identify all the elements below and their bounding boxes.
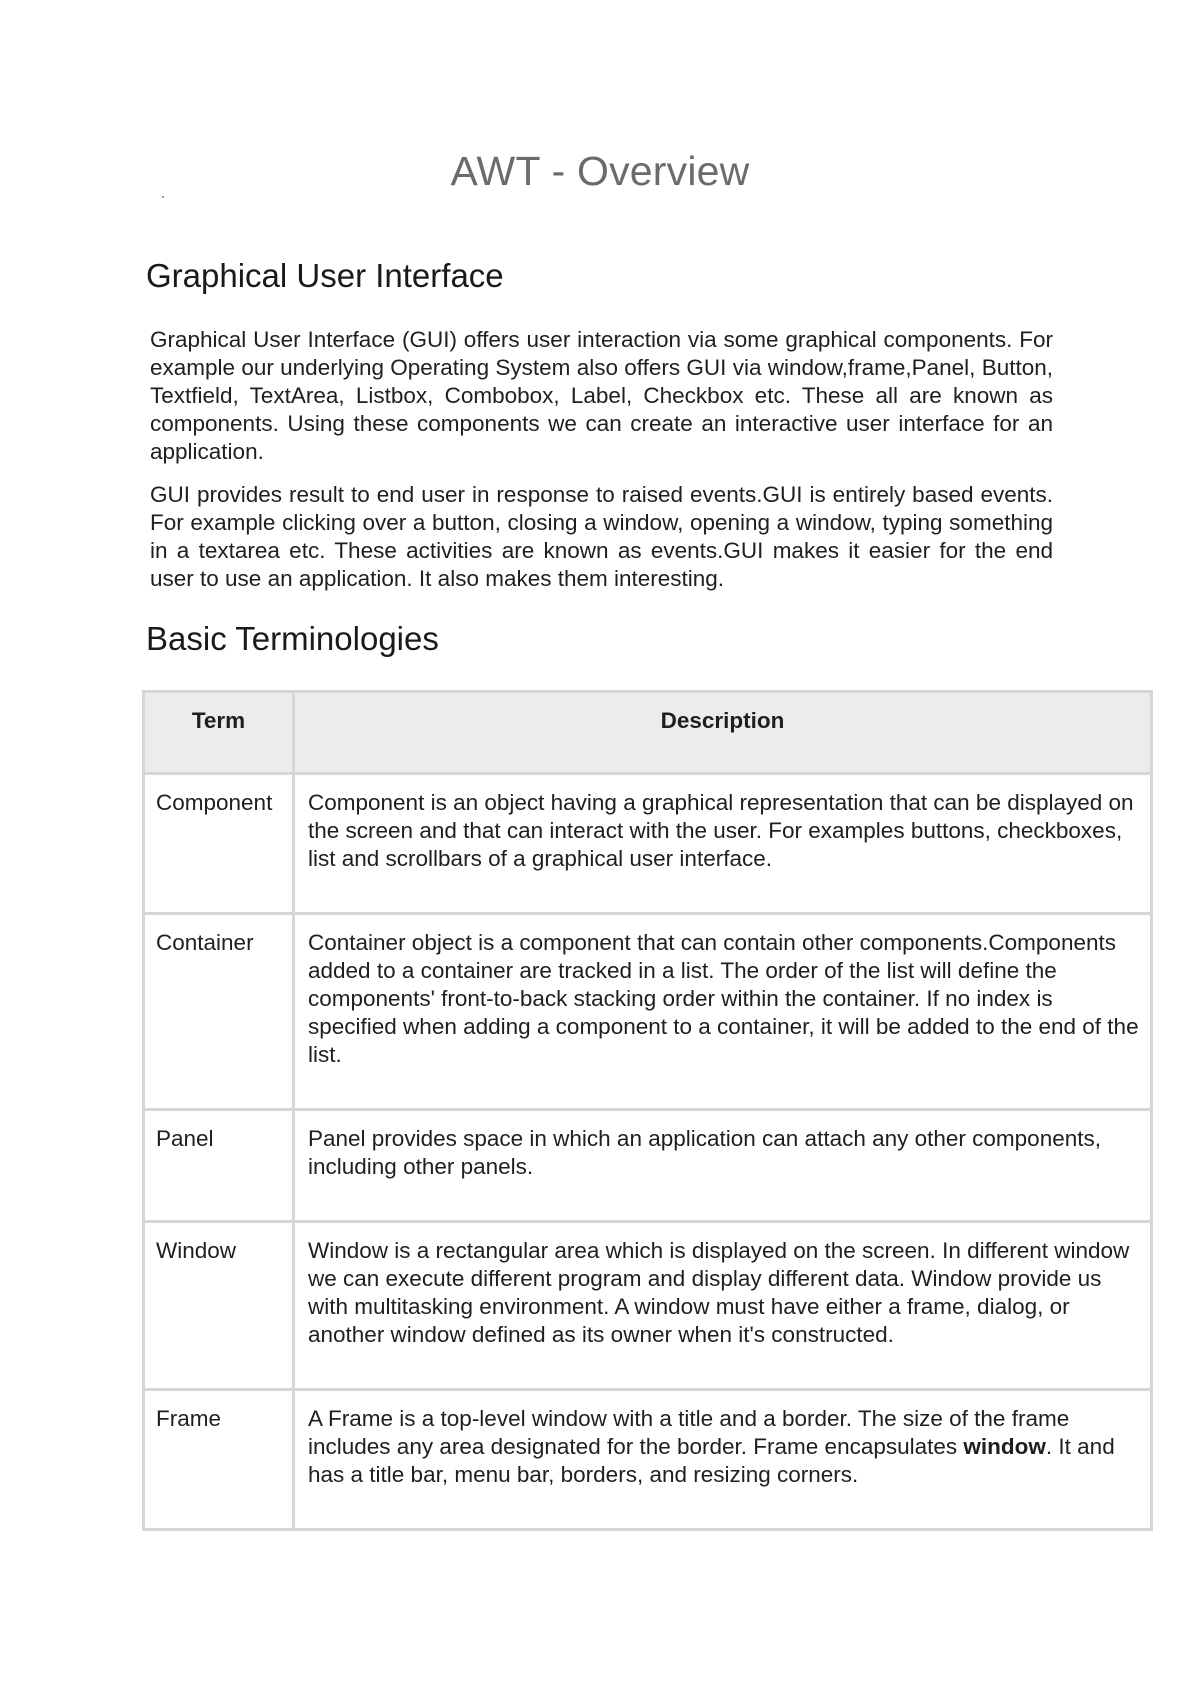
description-component: Component is an object having a graphical representation that can be displayed on the screen and that can interact with the user. For examples buttons, checkboxes, list and scrollbars of a graphical user interface. [294, 774, 1152, 914]
description-frame-before: A Frame is a top-level window with a title and a border. The size of the frame includes any area designated for the border. Frame encapsulates [308, 1406, 1070, 1459]
table-header-row [144, 692, 1152, 774]
table-row [144, 1110, 1152, 1222]
term-window: Window [144, 1222, 294, 1390]
description-frame-bold: window [963, 1434, 1046, 1459]
table-row [144, 1390, 1152, 1530]
term-component: Component [144, 774, 294, 914]
term-frame: Frame [144, 1390, 294, 1530]
table-row [144, 1222, 1152, 1390]
table-row [144, 914, 1152, 1110]
page-title: AWT - Overview [450, 148, 750, 194]
header-term: Term [144, 692, 294, 774]
description-container: Container object is a component that can contain other components.Components added to a container are tracked in a list. The order of the list will define the components' front-to-back stacking order within the container. If no index is specified when adding a component to a container, it will be added to the end of the list. [294, 914, 1152, 1110]
description-panel: Panel provides space in which an application can attach any other components, including other panels. [294, 1110, 1152, 1222]
section-heading-terms: Basic Terminologies [146, 620, 439, 657]
description-window: Window is a rectangular area which is displayed on the screen. In different window we can execute different program and display different data. Window provide us with multitasking environment. A window must have either a frame, dialog, or another window defined as its owner when it's constructed. [294, 1222, 1152, 1390]
term-container: Container [144, 914, 294, 1110]
header-description: Description [294, 692, 1152, 774]
section-heading-gui: Graphical User Interface [146, 257, 504, 294]
stray-mark [162, 196, 164, 198]
gui-paragraph-2: GUI provides result to end user in response to raised events.GUI is entirely based events. For example clicking over a button, closing a window, opening a window, typing something in a textarea etc. These activities are known as events.GUI makes it easier for the end user to use an application. It also makes them interesting. [150, 482, 1053, 591]
table-row [144, 774, 1152, 914]
terminology-table [142, 690, 1153, 1531]
description-frame-after: . It and has a title bar, menu bar, borders, and resizing corners. [308, 1434, 1115, 1487]
description-frame [294, 1390, 1152, 1530]
term-panel: Panel [144, 1110, 294, 1222]
gui-paragraph-1: Graphical User Interface (GUI) offers user interaction via some graphical components. For example our underlying Operating System also offers GUI via window,frame,Panel, Button, Textfield, TextArea, Listbox, Combobox, Label, Checkbox etc. These all are known as components. Using these components we can create an interactive user interface for an application. [150, 327, 1053, 464]
